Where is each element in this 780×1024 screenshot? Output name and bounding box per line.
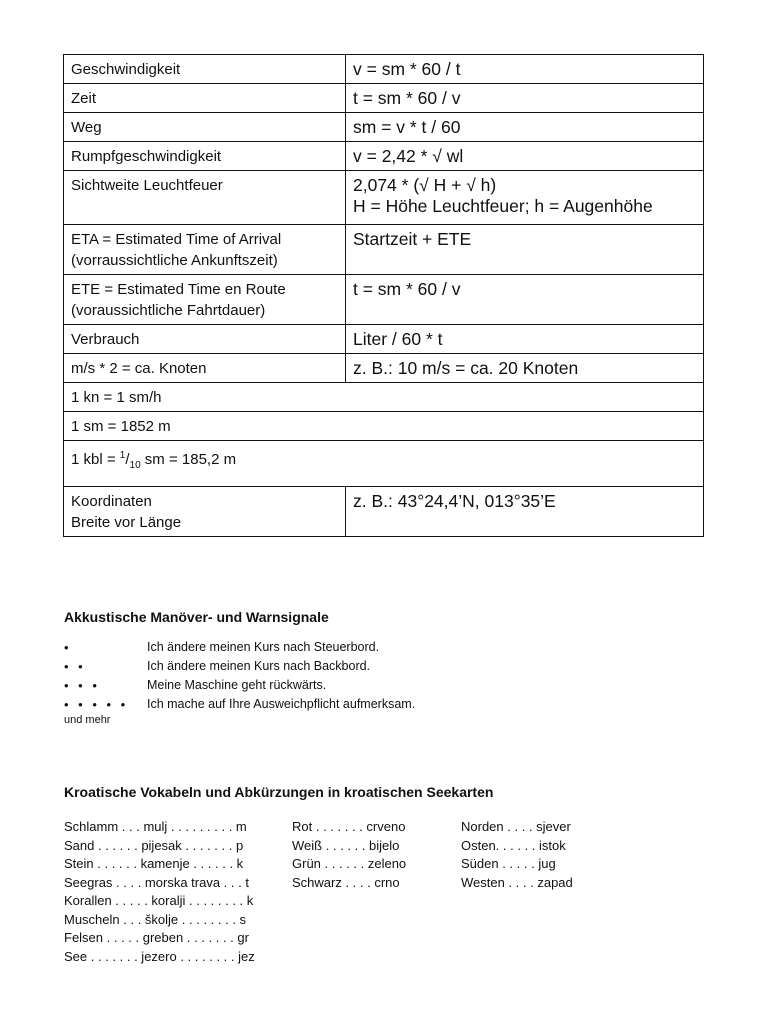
fraction-slash: /	[125, 451, 130, 468]
list-item	[64, 640, 664, 659]
vocab-column-colors	[292, 819, 406, 893]
formula-label-line: (voraussichtliche Fahrtdauer)	[71, 302, 266, 319]
table-row	[64, 487, 704, 537]
unit-definition: 1 kn = 1 sm/h	[64, 383, 704, 412]
table-row	[64, 441, 704, 487]
formula-value: v = 2,42 * √ wl	[346, 142, 704, 171]
formula-value	[346, 171, 704, 225]
table-row	[64, 354, 704, 383]
formula-value: v = sm * 60 / t	[346, 55, 704, 84]
vocab-entry: Norden . . . . sjever	[461, 819, 571, 834]
formula-line: 2,074 * (√ H + √ h)	[353, 175, 497, 195]
list-item	[64, 659, 664, 678]
list-item	[64, 697, 664, 716]
vocab-entry: Rot . . . . . . . crveno	[292, 819, 406, 834]
vocab-entry: Korallen . . . . . koralji . . . . . . . . k	[64, 893, 254, 908]
vocab-heading: Kroatische Vokabeln und Abkürzungen in kroatischen Seekarten	[64, 784, 494, 800]
vocab-entry: Westen . . . . zapad	[461, 874, 573, 890]
list-item	[64, 678, 664, 697]
formula-label-line: (vorraussichtliche Ankunftszeit)	[71, 252, 278, 269]
fraction-numerator: 1	[119, 450, 126, 461]
formula-label: Zeit	[64, 84, 346, 113]
formula-value: t = sm * 60 / v	[346, 84, 704, 113]
vocab-entry: Schwarz . . . . crno	[292, 874, 400, 890]
vocab-column-directions	[461, 819, 573, 893]
vocab-entry: Süden . . . . . jug	[461, 856, 556, 871]
vocab-entry: Osten. . . . . . istok	[461, 837, 566, 853]
signal-dots: • • • • •	[64, 697, 129, 712]
formula-label	[64, 487, 346, 537]
kbl-suffix: sm = 185,2 m	[140, 451, 237, 468]
formula-label-line: ETE = Estimated Time en Route	[71, 281, 286, 298]
vocab-entry: Seegras . . . . morska trava . . . t	[64, 874, 249, 890]
formula-label: Rumpfgeschwindigkeit	[64, 142, 346, 171]
vocab-entry: Stein . . . . . . kamenje . . . . . . k	[64, 856, 244, 871]
unit-definition	[64, 441, 704, 487]
table-row	[64, 325, 704, 354]
formula-label: m/s * 2 = ca. Knoten	[64, 354, 346, 383]
table-row	[64, 113, 704, 142]
signals-more-note: und mehr	[64, 714, 111, 726]
vocab-entry: Grün . . . . . . zeleno	[292, 856, 407, 871]
formula-value: z. B.: 10 m/s = ca. 20 Knoten	[346, 354, 704, 383]
unit-definition: 1 sm = 1852 m	[64, 412, 704, 441]
fraction-denominator: 10	[129, 460, 141, 471]
table-row	[64, 84, 704, 113]
signals-heading: Akkustische Manöver- und Warnsignale	[64, 609, 329, 625]
formula-label: Weg	[64, 113, 346, 142]
formula-label: Geschwindigkeit	[64, 55, 346, 84]
formula-label-line: ETA = Estimated Time of Arrival	[71, 231, 282, 248]
signal-dots: • • •	[64, 678, 100, 693]
table-row	[64, 142, 704, 171]
vocab-entry: Muscheln . . . školje . . . . . . . . s	[64, 911, 247, 927]
vocab-entry: See . . . . . . . jezero . . . . . . . . jez	[64, 948, 255, 964]
vocab-entry: Sand . . . . . . pijesak . . . . . . . p	[64, 837, 244, 853]
formula-value: sm = v * t / 60	[346, 113, 704, 142]
table-row	[64, 275, 704, 325]
formula-label: Verbrauch	[64, 325, 346, 354]
vocab-column-materials	[64, 819, 255, 967]
formula-value: Startzeit + ETE	[346, 225, 704, 275]
formula-label-line: Koordinaten	[71, 493, 152, 510]
signals-list	[64, 640, 664, 726]
table-row	[64, 412, 704, 441]
formula-label-line: Breite vor Länge	[71, 514, 182, 531]
vocab-entry: Felsen . . . . . greben . . . . . . . gr	[64, 930, 249, 945]
formula-value: Liter / 60 * t	[346, 325, 704, 354]
signal-text: Ich mache auf Ihre Ausweichpflicht aufmerksam.	[147, 697, 416, 711]
signal-text: Ich ändere meinen Kurs nach Steuerbord.	[147, 640, 380, 654]
formula-label	[64, 225, 346, 275]
signal-text: Ich ändere meinen Kurs nach Backbord.	[147, 659, 371, 673]
formula-value: z. B.: 43°24,4’N, 013°35’E	[346, 487, 704, 537]
formula-label: Sichtweite Leuchtfeuer	[64, 171, 346, 225]
table-row	[64, 171, 704, 225]
formula-value: t = sm * 60 / v	[346, 275, 704, 325]
signal-text: Meine Maschine geht rückwärts.	[147, 678, 327, 692]
formula-line: H = Höhe Leuchtfeuer; h = Augenhöhe	[353, 196, 653, 216]
formula-table	[63, 54, 704, 537]
signal-dots: •	[64, 640, 72, 655]
table-row	[64, 225, 704, 275]
signal-dots: • •	[64, 659, 86, 674]
table-row	[64, 55, 704, 84]
vocab-entry: Schlamm . . . mulj . . . . . . . . . m	[64, 819, 247, 834]
table-row	[64, 383, 704, 412]
kbl-prefix: 1 kbl =	[71, 451, 120, 468]
formula-label	[64, 275, 346, 325]
vocab-entry: Weiß . . . . . . bijelo	[292, 837, 400, 853]
